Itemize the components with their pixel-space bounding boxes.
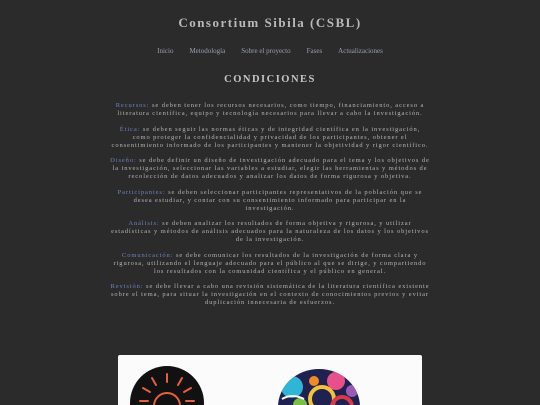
nav-link-actualizaciones[interactable]: Actualizaciones bbox=[338, 47, 383, 55]
condition-recursos bbox=[110, 102, 430, 118]
section-title: CONDICIONES bbox=[224, 74, 316, 85]
condition-revision bbox=[110, 283, 430, 307]
condition-text: se deben analizar los resultados de forma objetiva y rigurosa, y utilizar estadísticas y métodos de análisis adecuados para la naturaleza de los datos y los objetivos de la investigación. bbox=[111, 220, 429, 243]
condition-term: Análisis: bbox=[128, 220, 160, 227]
sun-illustration bbox=[130, 366, 204, 405]
condition-text: se debe definir un diseño de investigación adecuado para el tema y los objetivos de la investigación, seleccionar las variables a estudiar, elegir las herramientas y métodos de recolección de datos adecuados y analizar los datos de forma rigurosa y objetiva. bbox=[112, 157, 430, 180]
condition-text: se deben tener los recursos necesarios, como tiempo, financiamiento, acceso a literatura científica, equipo y tecnología necesarios para llevar a cabo la investigación. bbox=[117, 102, 425, 117]
nav-link-fases[interactable]: Fases bbox=[306, 47, 323, 55]
condition-term: Recursos: bbox=[115, 102, 150, 109]
nav-link-inicio[interactable]: Inicio bbox=[157, 47, 174, 55]
abstract-art-icon bbox=[278, 369, 360, 405]
condition-text: se debe llevar a cabo una revisión sistemática de la literatura científica existente sobre el tema, para situar la investigación en el contexto de conocimientos previos y evitar duplicación innecesaria de esfuerzos. bbox=[111, 283, 430, 306]
condition-text: se debe comunicar los resultados de la investigación de forma clara y rigurosa, utilizando el lenguaje adecuado para el público al que se dirige, y compartiendo los resultados con la comunidad científica y el público en general. bbox=[113, 251, 427, 275]
condition-term: Revisión: bbox=[110, 283, 144, 290]
condition-term: Participantes: bbox=[117, 188, 166, 196]
main-nav bbox=[0, 47, 540, 55]
nav-link-metodologia[interactable]: Metodología bbox=[189, 47, 226, 55]
condition-term: Diseño: bbox=[110, 157, 137, 164]
nav-link-sobre-el-proyecto[interactable]: Sobre el proyecto bbox=[241, 47, 291, 55]
condition-etica bbox=[110, 126, 430, 150]
condition-text: se deben seguir las normas éticas y de integridad científica en la investigación, como proteger la confidencialidad y privacidad de los participantes, obtener el consentimiento informado de los participantes y mantener la objetividad y rigor científico. bbox=[111, 125, 429, 149]
colorful-illustration bbox=[278, 369, 360, 405]
condition-participantes bbox=[110, 189, 430, 213]
condition-comunicacion bbox=[110, 252, 430, 276]
illustration-card bbox=[118, 355, 422, 405]
condition-diseno bbox=[110, 157, 430, 181]
sun-icon bbox=[130, 366, 204, 405]
condition-term: Ética: bbox=[119, 125, 141, 133]
site-title: Consortium Sibila (CSBL) bbox=[178, 15, 362, 30]
condition-text: se deben seleccionar participantes representativos de la población que se desea estudiar, y contar con su consentimiento informado para participar en la investigación. bbox=[133, 188, 423, 212]
conditions-list bbox=[110, 102, 430, 307]
condition-analisis bbox=[110, 220, 430, 244]
condition-term: Comunicación: bbox=[122, 251, 174, 259]
